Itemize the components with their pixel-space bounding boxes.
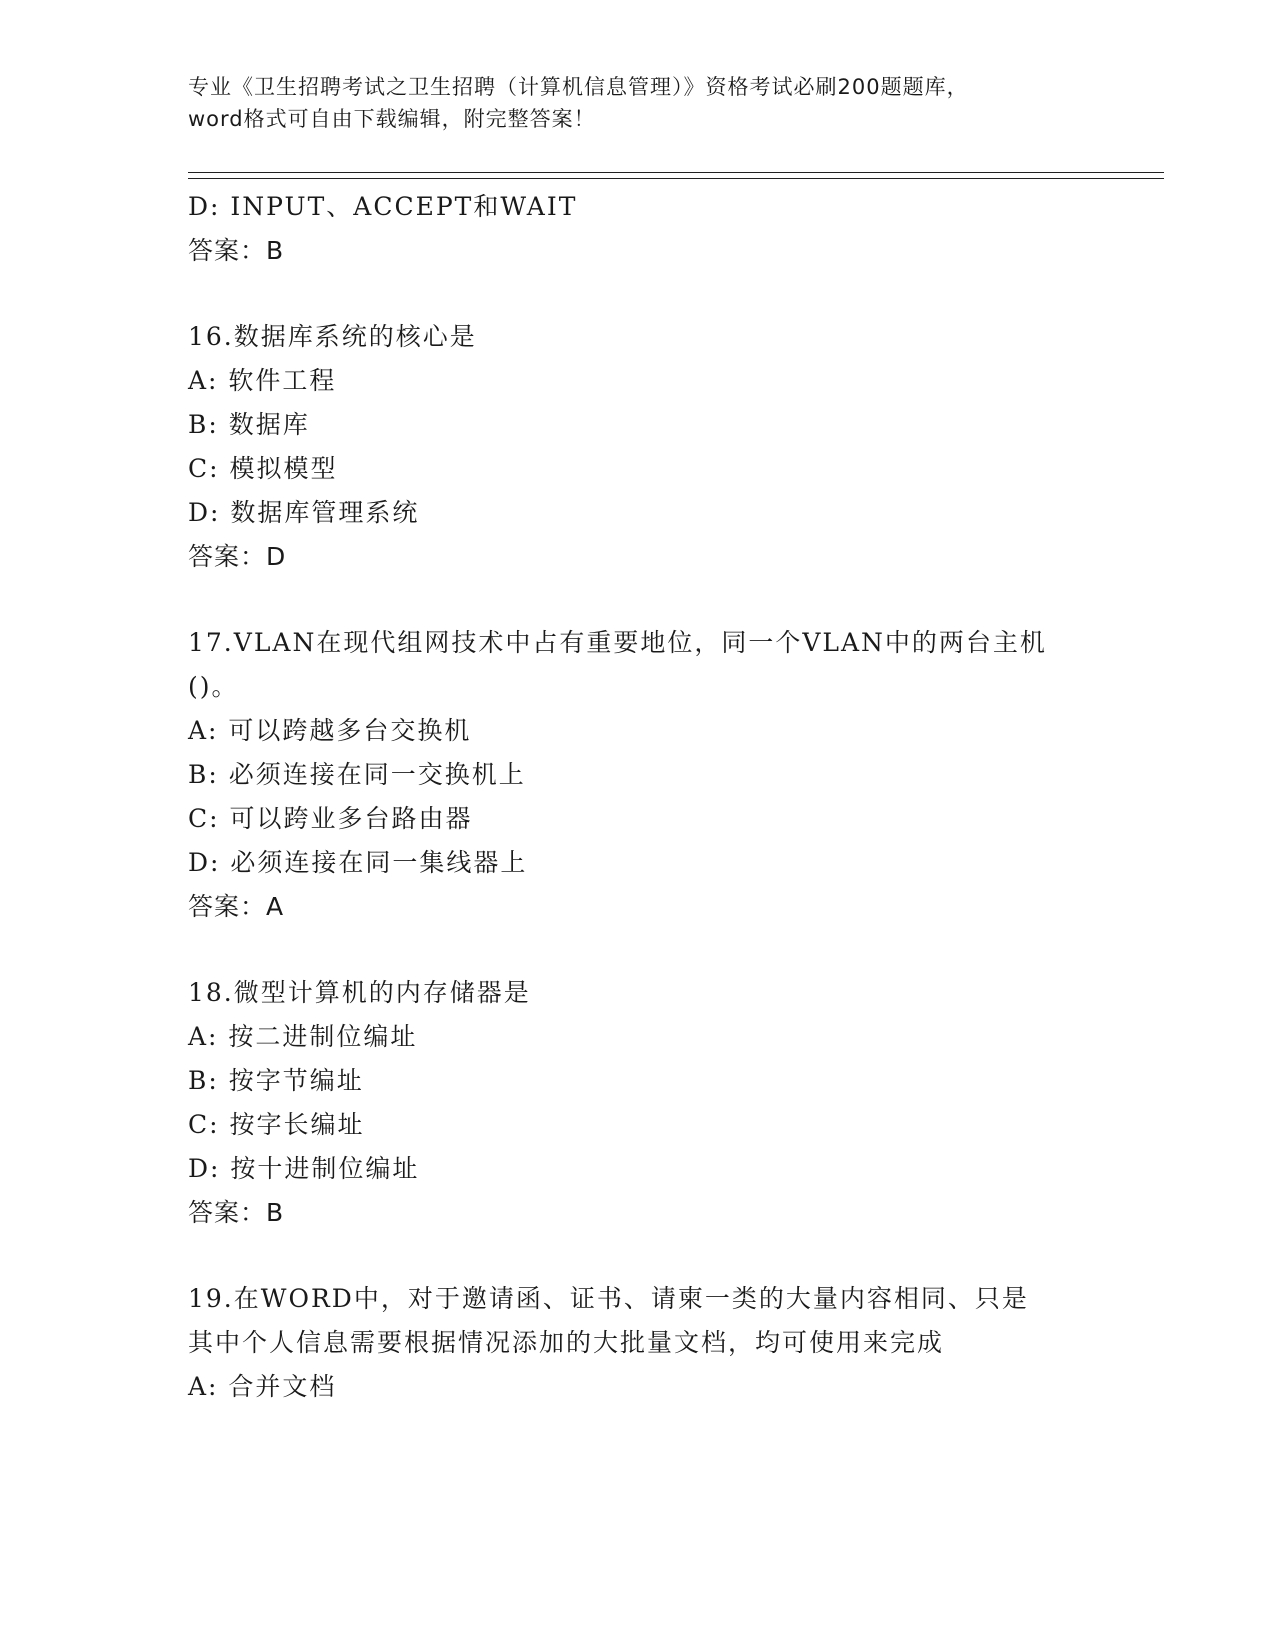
prev-option-d: D: INPUT、ACCEPT和WAIT bbox=[188, 192, 578, 221]
q17-stem-line-1: 17.VLAN在现代组网技术中占有重要地位，同一个VLAN中的两台主机 bbox=[188, 628, 1047, 657]
q16-option-a: A: 软件工程 bbox=[188, 366, 337, 395]
q19-stem-line-2: 其中个人信息需要根据情况添加的大批量文档，均可使用来完成 bbox=[188, 1328, 945, 1357]
q17-option-d: D: 必须连接在同一集线器上 bbox=[188, 848, 528, 877]
q18-option-d: D: 按十进制位编址 bbox=[188, 1154, 420, 1183]
q16-option-d: D: 数据库管理系统 bbox=[188, 498, 420, 527]
q19-option-a: A: 合并文档 bbox=[188, 1372, 337, 1401]
header-title-line-1: 专业《卫生招聘考试之卫生招聘（计算机信息管理）》资格考试必刷200题题库， bbox=[188, 75, 969, 99]
prev-answer: 答案：B bbox=[188, 236, 285, 265]
q17-answer: 答案：A bbox=[188, 892, 285, 921]
q17-option-b: B: 必须连接在同一交换机上 bbox=[188, 760, 526, 789]
header-divider-top bbox=[188, 172, 1164, 173]
q17-stem-line-2: ()。 bbox=[188, 672, 239, 701]
q16-option-c: C: 模拟模型 bbox=[188, 454, 338, 483]
q18-answer: 答案：B bbox=[188, 1198, 285, 1227]
q17-option-a: A: 可以跨越多台交换机 bbox=[188, 716, 472, 745]
q17-option-c: C: 可以跨业多台路由器 bbox=[188, 804, 473, 833]
q16-stem: 16.数据库系统的核心是 bbox=[188, 322, 477, 351]
q18-option-b: B: 按字节编址 bbox=[188, 1066, 364, 1095]
q16-option-b: B: 数据库 bbox=[188, 410, 310, 439]
header-title-line-2: word格式可自由下载编辑，附完整答案！ bbox=[188, 107, 596, 131]
q18-option-c: C: 按字长编址 bbox=[188, 1110, 365, 1139]
q16-answer: 答案：D bbox=[188, 542, 287, 571]
header-divider-bottom bbox=[188, 178, 1164, 179]
q18-stem: 18.微型计算机的内存储器是 bbox=[188, 978, 531, 1007]
q18-option-a: A: 按二进制位编址 bbox=[188, 1022, 418, 1051]
q19-stem-line-1: 19.在WORD中，对于邀请函、证书、请柬一类的大量内容相同、只是 bbox=[188, 1284, 1029, 1313]
